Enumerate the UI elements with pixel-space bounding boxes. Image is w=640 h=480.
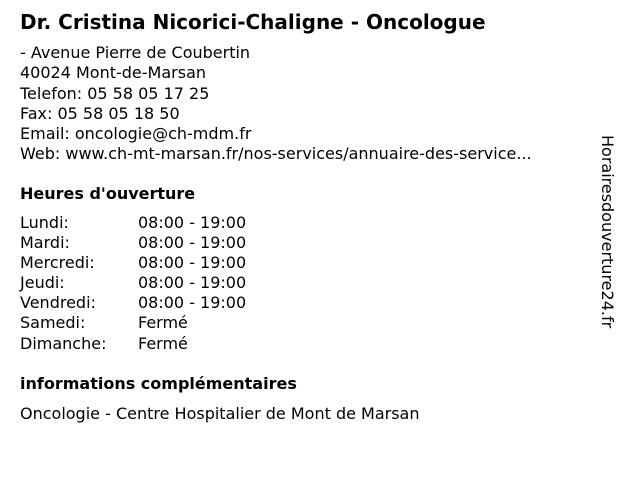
fax-line: Fax: 05 58 05 18 50 [20, 103, 180, 123]
hours-row-thursday [20, 273, 246, 293]
address-block [20, 43, 532, 165]
day-label: Jeudi: [20, 273, 65, 293]
day-label: Mercredi: [20, 253, 95, 273]
time-value: 08:00 - 19:00 [138, 273, 247, 293]
hours-row-friday [20, 293, 246, 313]
street-line: - Avenue Pierre de Coubertin [20, 43, 251, 62]
time-value: Fermé [138, 313, 188, 333]
hours-row-saturday [20, 313, 246, 333]
hours-row-sunday [20, 334, 246, 354]
time-value: 08:00 - 19:00 [138, 253, 247, 273]
time-value: Fermé [138, 333, 188, 353]
city-line: 40024 Mont-de-Marsan [20, 63, 207, 83]
hours-row-wednesday [20, 253, 246, 273]
day-label: Dimanche: [20, 333, 107, 353]
info-text: Oncologie - Centre Hospitalier de Mont de Marsan [20, 404, 420, 423]
time-value: 08:00 - 19:00 [138, 233, 247, 253]
day-label: Samedi: [20, 313, 86, 333]
time-value: 08:00 - 19:00 [138, 213, 247, 232]
hours-heading: Heures d'ouverture [20, 184, 196, 203]
day-label: Vendredi: [20, 293, 96, 313]
time-value: 08:00 - 19:00 [138, 293, 247, 313]
email-line: Email: oncologie@ch-mdm.fr [20, 124, 252, 144]
page-title: Dr. Cristina Nicorici-Chaligne - Oncologue [20, 10, 486, 34]
hours-table [20, 213, 246, 354]
web-line: Web: www.ch-mt-marsan.fr/nos-services/annuaire-des-service... [20, 144, 532, 164]
day-label: Mardi: [20, 233, 70, 253]
hours-row-tuesday [20, 233, 246, 253]
site-watermark: Horairesdouverture24.fr [598, 135, 617, 329]
info-heading: informations complémentaires [20, 374, 297, 393]
day-label: Lundi: [20, 213, 69, 232]
phone-line: Telefon: 05 58 05 17 25 [20, 83, 210, 103]
hours-row-monday [20, 213, 246, 233]
